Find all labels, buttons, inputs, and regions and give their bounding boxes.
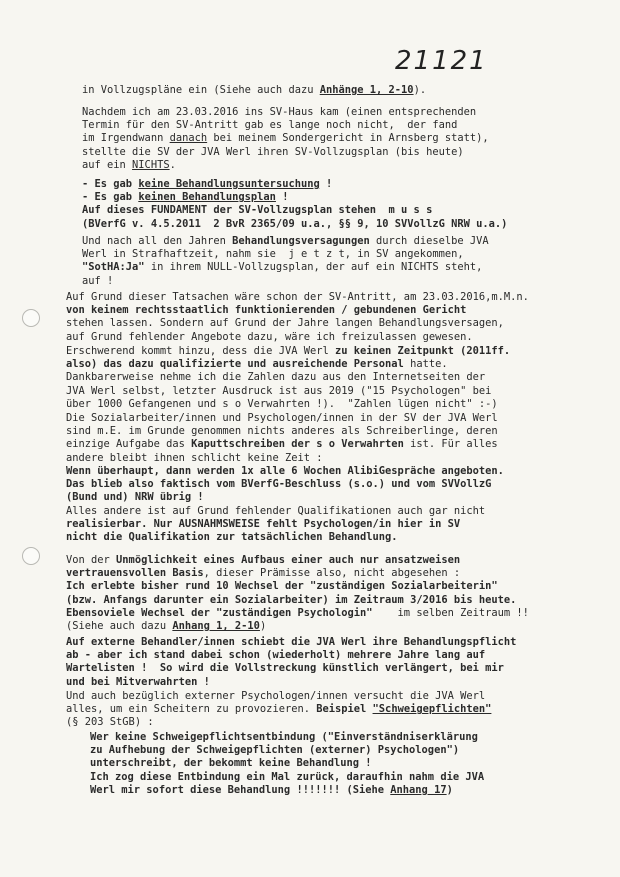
paragraph-confidentiality (66, 690, 491, 730)
text-line: stellte die SV der JVA Werl ihren SV-Vollzugsplan (bis heute) (82, 145, 464, 158)
paragraph-changes (66, 554, 529, 633)
paragraph-qualification (66, 505, 485, 545)
text-line: auf ! (82, 274, 114, 287)
text-line: (bzw. Anfangs darunter ein Sozialarbeiter) im Zeitraum 3/2016 bis heute. (66, 593, 517, 606)
text-line: (Bund und) NRW übrig ! (66, 491, 204, 504)
text-line: auf Grund fehlender Angebote dazu, wäre ich freizulassen gewesen. (66, 330, 473, 343)
text-line: zu Aufhebung der Schweigepflichten (externer) Psychologen") (90, 744, 460, 757)
text: durch dieselbe JVA (369, 235, 489, 247)
text: Von der (66, 554, 117, 566)
text: , dieser Prämisse also, nicht abgesehen : (203, 567, 461, 580)
text-line: Das blieb also faktisch vom BVerfG-Beschluss (s.o.) und vom SVVollzG (66, 478, 492, 491)
text-line: Wer keine Schweigepflichtsentbindung ("Einverständniserklärung (90, 731, 478, 743)
bold-text: Ebensoviele Wechsel der "zuständigen Psychologin" (66, 606, 373, 619)
text-line: Nachdem ich am 23.03.2016 ins SV-Haus kam (einen entsprechenden (82, 106, 477, 118)
text: in ihrem NULL-Vollzugsplan, der auf ein NICHTS steht, (144, 261, 483, 274)
text-line: (§ 203 StGB) : (66, 716, 154, 729)
paragraph-waiver (90, 731, 484, 797)
text: - Es gab (82, 178, 139, 190)
underlined-text: keinen Behandlungsplan (138, 191, 276, 204)
text: auf ein (82, 158, 133, 171)
punch-hole-bottom (22, 547, 40, 565)
intro-paragraph (82, 84, 426, 97)
legal-citation: (BVerfG v. 4.5.2011 2 BvR 2365/09 u.a., §§ 9, 10 SVVollzG NRW u.a.) (82, 217, 508, 230)
text-line: sind m.E. im Grunde genommen nichts anderes als Schreiberlinge, deren (66, 425, 498, 438)
paragraph-staff (66, 345, 510, 411)
text-line: Wenn überhaupt, dann werden 1x alle 6 Wochen AlibiGespräche angeboten. (66, 464, 504, 477)
text-line: JVA Werl selbst, letzter Ausdruck ist aus 2019 ("15 Psychologen" bei (66, 384, 492, 397)
text: alles, um ein Scheitern zu provozieren. (66, 703, 317, 716)
paragraph-court (66, 291, 529, 344)
underlined-text: NICHTS (132, 158, 170, 171)
text-line: unterschreibt, der bekommt keine Behandlung ! (90, 757, 372, 770)
paragraph-social-workers (66, 412, 504, 504)
bold-text: Beispiel (316, 703, 373, 716)
text-line: Wartelisten ! So wird die Vollstreckung künstlich verlängert, bei mir (66, 662, 504, 675)
text-line: Auf Grund dieser Tatsachen wäre schon der SV-Antritt, am 23.03.2016,m.M.n. (66, 291, 529, 303)
text-line: über 1000 Gefangenen und s o Verwahrten !). "Zahlen lügen nicht" :-) (66, 397, 498, 410)
bold-text: vertrauensvollen Basis (66, 567, 204, 580)
text-line: Und auch bezüglich externer Psychologen/innen versucht die JVA Werl (66, 690, 486, 702)
bold-text: "SotHA:Ja" (82, 261, 145, 274)
text-line: von keinem rechtsstaatlich funktionierenden / gebundenen Gericht (66, 304, 467, 317)
annex-reference: Anhang 1, 2-10 (172, 620, 260, 633)
text-line: Die Sozialarbeiter/innen und Psychologen/innen in der SV der JVA Werl (66, 412, 498, 424)
text-line: Alles andere ist auf Grund fehlender Qualifikationen auch gar nicht (66, 505, 486, 517)
text: Erschwerend kommt hinzu, dess die JVA Werl (66, 345, 335, 357)
text: Und nach all den Jahren (82, 235, 233, 247)
text: . (169, 158, 176, 171)
bold-text: zu keinen Zeitpunkt (2011ff. (335, 345, 511, 357)
punch-hole-top (22, 309, 40, 327)
text: Werl mir sofort diese Behandlung !!!!!!! (Siehe (90, 783, 391, 796)
text-line: Termin für den SV-Antritt gab es lange noch nicht, der fand (82, 119, 458, 132)
text: ) (259, 620, 267, 633)
text: in Vollzugspläne ein (Siehe auch dazu (82, 84, 320, 96)
annex-reference: Anhang 17 (390, 783, 447, 796)
text-line: Auf externe Behandler/innen schiebt die JVA Werl ihre Behandlungspflicht (66, 636, 517, 648)
text: hatte. (403, 358, 448, 371)
text: (Siehe auch dazu (66, 620, 173, 633)
paragraph-sv-entry (82, 106, 489, 172)
text: einzige Aufgabe das (66, 438, 192, 451)
text: ! (275, 191, 289, 204)
text: im Irgendwann (82, 132, 170, 145)
text-line: Auf dieses FUNDAMENT der SV-Vollzugsplan stehen m u s s (82, 204, 433, 217)
text-line: Dankbarerweise nehme ich die Zahlen dazu aus den Internetseiten der (66, 371, 486, 384)
underlined-text: danach (169, 132, 208, 145)
bold-text: Kaputtschreiben der s o Verwahrten (191, 438, 404, 451)
text-line: Werl in Strafhaftzeit, nahm sie j e t z t, in SV angekommen, (82, 248, 464, 261)
text-line: und bei Mitverwahrten ! (66, 675, 210, 688)
handwritten-page-number: 21121 (395, 46, 488, 76)
text-line: stehen lassen. Sondern auf Grund der Jahre langen Behandlungsversagen, (66, 317, 504, 330)
text: ). (413, 84, 427, 96)
text-line: Ich erlebte bisher rund 10 Wechsel der "zuständigen Sozialarbeiterin" (66, 580, 498, 593)
text: bei meinem Sondergericht in Arnsberg statt), (207, 132, 489, 145)
bold-text: Unmöglichkeit eines Aufbaus einer auch nur ansatzweisen (116, 554, 461, 566)
text-line: ab - aber ich stand dabei schon (wiederholt) mehrere Jahre lang auf (66, 649, 486, 662)
text: im selben Zeitraum !! (372, 606, 529, 619)
text-line: andere bleibt ihnen schlicht keine Zeit : (66, 451, 323, 464)
underlined-text: keine Behandlungsuntersuchung (138, 178, 320, 190)
text-line: nicht die Qualifikation zur tatsächlichen Behandlung. (66, 531, 398, 544)
text: - Es gab (82, 191, 139, 204)
text-line: realisierbar. Nur AUSNAHMSWEISE fehlt Psychologen/in hier in SV (66, 518, 461, 531)
paragraph-external (66, 636, 516, 689)
annex-reference: Anhänge 1, 2-10 (319, 84, 414, 96)
bold-text: also) das dazu qualifizierte und ausreichende Personal (66, 358, 404, 371)
text: ! (319, 178, 333, 190)
bold-text: Behandlungsversagungen (232, 235, 370, 247)
paragraph-no-treatment (82, 178, 507, 231)
text: ) (446, 783, 453, 796)
text: ist. Für alles (403, 438, 498, 451)
paragraph-sotha (82, 235, 489, 288)
text-line: Ich zog diese Entbindung ein Mal zurück, daraufhin nahm die JVA (90, 770, 485, 783)
underlined-text: "Schweigepflichten" (372, 703, 492, 716)
